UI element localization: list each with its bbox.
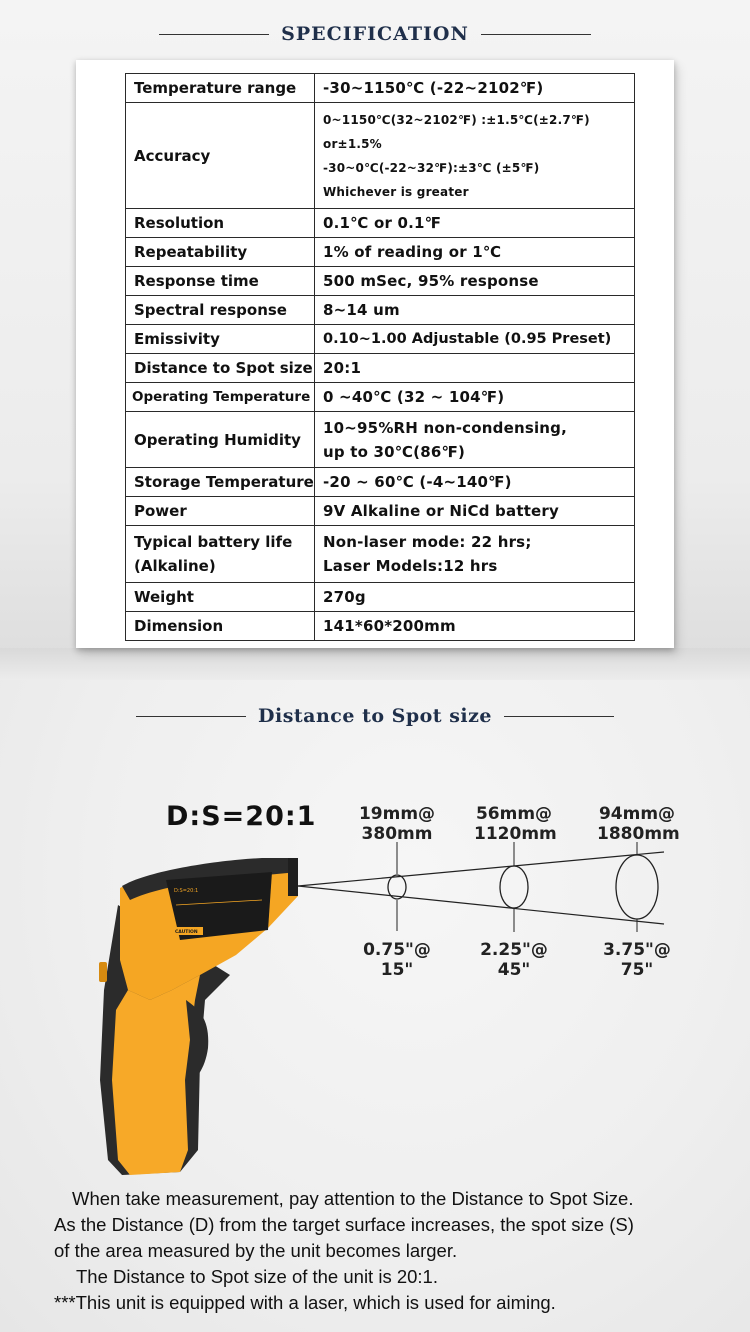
spot-label-bottom-2 [474, 940, 554, 980]
row-value: 8~14 um [315, 296, 635, 325]
label-line: Typical battery life [134, 533, 293, 551]
row-value: -20 ~ 60℃ (-4~140℉) [315, 468, 635, 497]
row-value [315, 526, 635, 583]
spot-distance-text: 380mm [361, 824, 433, 844]
spot-ellipse-2 [500, 866, 528, 908]
spot-distance-text: 1880mm [597, 824, 680, 844]
table-row [126, 383, 635, 412]
spot-label-top-3 [597, 804, 680, 844]
spot-distance-text: 1120mm [474, 824, 557, 844]
info-paragraph-4: The Distance to Spot size of the unit is 20:1. [76, 1266, 438, 1287]
row-value: 9V Alkaline or NiCd battery [315, 497, 635, 526]
barrel-tip [288, 858, 298, 896]
table-row [126, 354, 635, 383]
row-label: Power [126, 497, 315, 526]
row-label: Resolution [126, 209, 315, 238]
spot-label-top-2 [474, 804, 557, 844]
cone-lower-line [298, 886, 664, 924]
row-label: Response time [126, 267, 315, 296]
value-line: Whichever is greater [323, 184, 469, 199]
table-row [126, 209, 635, 238]
table-row [126, 612, 635, 641]
spot-distance-text: 45" [497, 960, 531, 980]
spot-label-top-1 [357, 804, 437, 844]
sticker-ratio: D:S=20:1 [174, 888, 199, 894]
row-label: Repeatability [126, 238, 315, 267]
row-label: Weight [126, 583, 315, 612]
row-label: Spectral response [126, 296, 315, 325]
row-label: Dimension [126, 612, 315, 641]
spot-size-text: 94mm@ [598, 804, 676, 824]
spec-table [125, 73, 635, 641]
heading-rule-left [159, 34, 269, 35]
table-row [126, 238, 635, 267]
row-label: Emissivity [126, 325, 315, 354]
row-value [315, 412, 635, 468]
spec-title: SPECIFICATION [281, 23, 469, 45]
spot-distance-text: 75" [620, 960, 654, 980]
label-line: (Alkaline) [134, 557, 216, 575]
info-paragraph-1: When take measurement, pay attention to the Distance to Spot Size. [72, 1188, 634, 1209]
row-value: 270g [315, 583, 635, 612]
spot-size-text: 2.25"@ [480, 940, 548, 960]
cone-upper-line [298, 852, 664, 886]
row-label: Distance to Spot size [126, 354, 315, 383]
spec-card [76, 60, 674, 648]
ds-ratio-label: D:S=20:1 [166, 801, 317, 832]
info-paragraph-3: of the area measured by the unit becomes larger. [54, 1240, 458, 1261]
info-paragraph-2: As the Distance (D) from the target surface increases, the spot size (S) [54, 1214, 634, 1235]
row-label [126, 526, 315, 583]
row-label: Storage Temperature [126, 468, 315, 497]
value-line: -30~0℃(-22~32℉):±3℃ (±5℉) [323, 160, 540, 175]
table-row [126, 296, 635, 325]
table-row [126, 74, 635, 103]
row-label: Accuracy [126, 103, 315, 209]
row-value [315, 103, 635, 209]
table-row [126, 497, 635, 526]
row-value: -30~1150℃ (-22~2102℉) [315, 74, 635, 103]
row-value: 0.1℃ or 0.1℉ [315, 209, 635, 238]
row-value: 141*60*200mm [315, 612, 635, 641]
value-line: 0~1150℃(32~2102℉) :±1.5℃(±2.7℉) [323, 112, 590, 127]
row-value: 1% of reading or 1℃ [315, 238, 635, 267]
info-paragraph-5: ***This unit is equipped with a laser, which is used for aiming. [54, 1292, 556, 1313]
spot-label-bottom-3 [597, 940, 677, 980]
spot-size-text: 56mm@ [475, 804, 553, 824]
value-line: Laser Models:12 hrs [323, 557, 498, 575]
table-row [126, 526, 635, 583]
table-row [126, 412, 635, 468]
floor-shadow [0, 648, 750, 680]
row-label: Operating Temperature [126, 383, 315, 412]
spec-heading [0, 19, 750, 49]
row-value: 0.10~1.00 Adjustable (0.95 Preset) [315, 325, 635, 354]
spot-ellipse-3 [616, 855, 658, 919]
spot-distance-text: 15" [380, 960, 414, 980]
row-label: Temperature range [126, 74, 315, 103]
table-row [126, 267, 635, 296]
value-line: 10~95%RH non-condensing, [323, 418, 568, 437]
distance-title: Distance to Spot size [258, 705, 492, 727]
row-label: Operating Humidity [126, 412, 315, 468]
heading-rule-right [481, 34, 591, 35]
table-row [126, 325, 635, 354]
spot-size-text: 3.75"@ [603, 940, 671, 960]
table-row [126, 583, 635, 612]
sticker-caution: CAUTION [175, 930, 198, 935]
thermometer-device [99, 858, 298, 1175]
spot-size-text: 19mm@ [358, 804, 436, 824]
value-line: Non-laser mode: 22 hrs; [323, 533, 532, 551]
table-row [126, 468, 635, 497]
table-row [126, 103, 635, 209]
side-button [99, 962, 107, 982]
row-value: 0 ~40℃ (32 ~ 104℉) [315, 383, 635, 412]
row-value: 500 mSec, 95% response [315, 267, 635, 296]
spot-ellipse-1 [388, 875, 406, 899]
value-line: up to 30℃(86℉) [323, 442, 466, 461]
value-line: or±1.5% [323, 136, 382, 151]
row-value: 20:1 [315, 354, 635, 383]
spot-size-text: 0.75"@ [363, 940, 431, 960]
spot-label-bottom-1 [357, 940, 437, 980]
